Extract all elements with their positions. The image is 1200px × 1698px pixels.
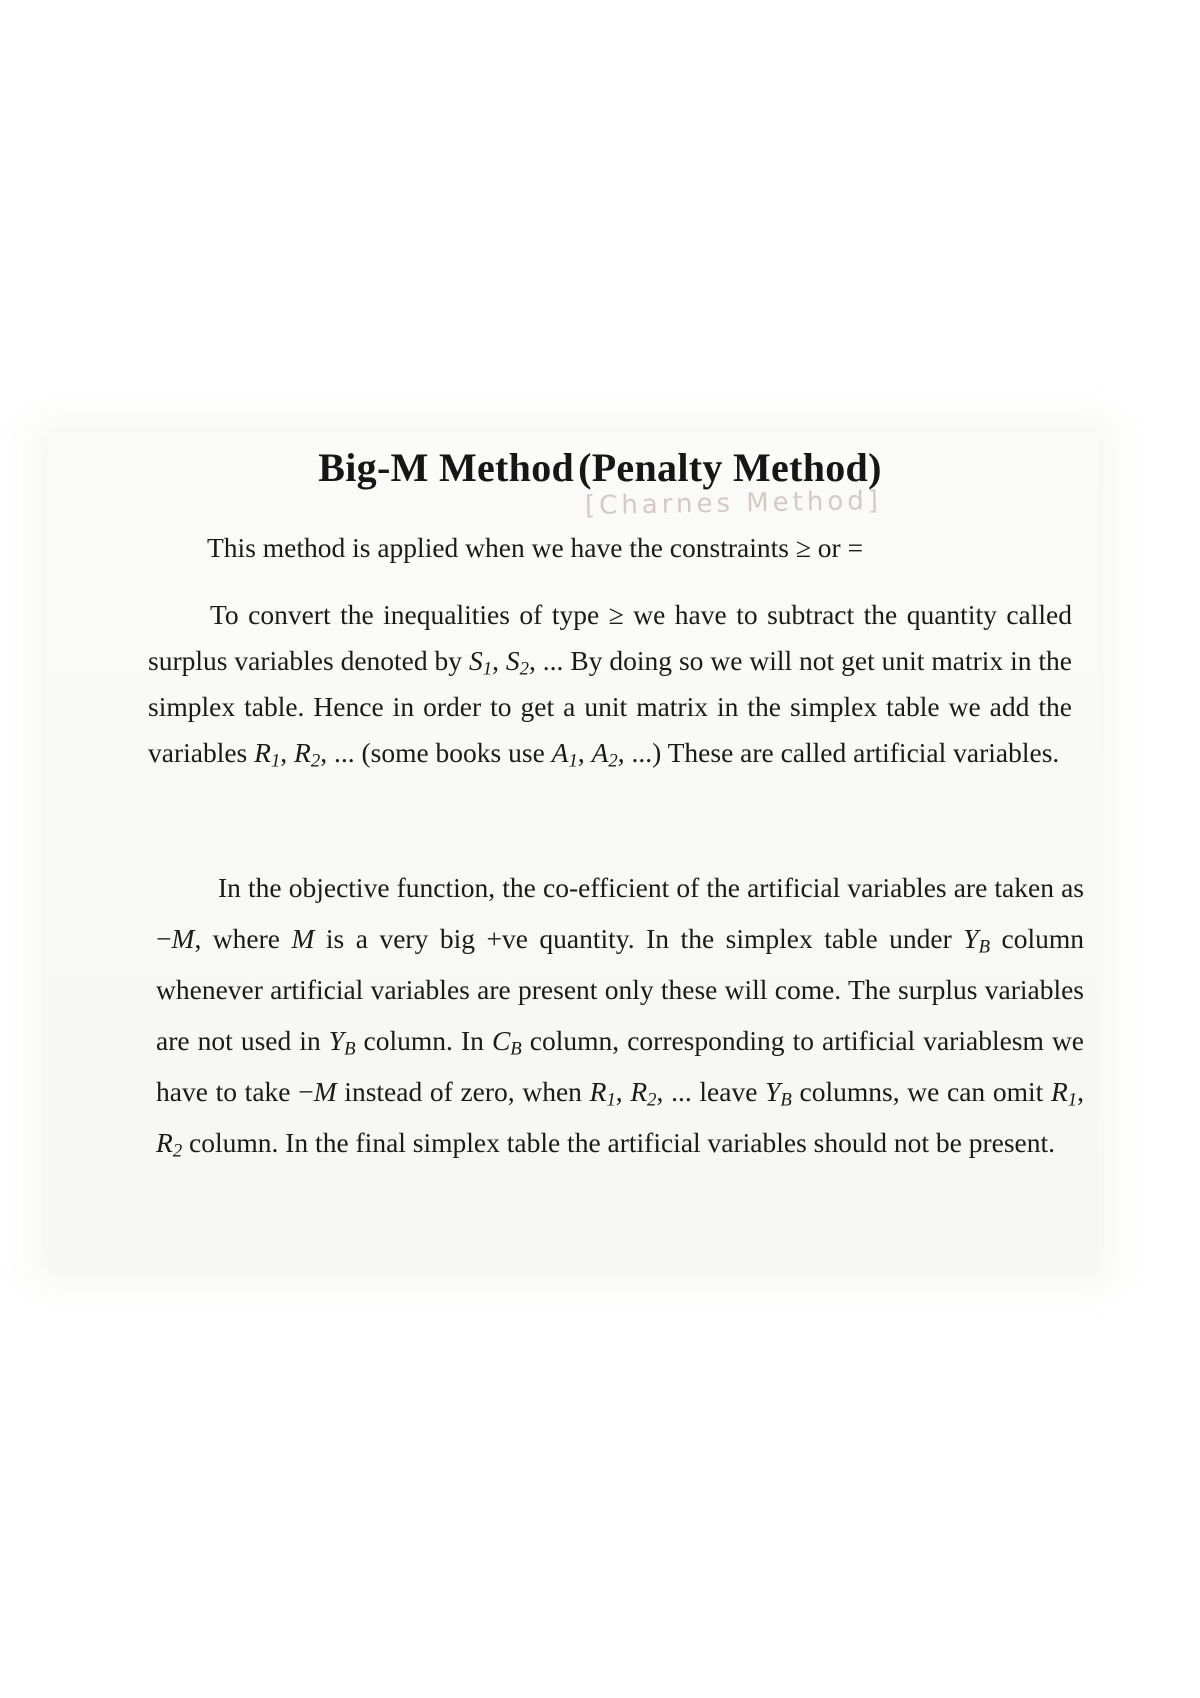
paragraph-surplus-variables: To convert the inequalities of type ≥ we have to subtract the quantity called surplus variables denoted by $S_1$, $S_2$, ... By doing so we will not get unit matrix in the simplex table. Hence in order to get a unit matrix in the simplex table we add the variables $R_1$, $R_2$, ... (some books use $A_1$, $A_2$, ...) These are called artificial variables.: [148, 599, 1073, 772]
var-s2: $S_2$: [505, 645, 529, 680]
paragraph-objective-function: In the objective function, the co-efficient of the artificial variables are taken as −M, where M is a very big +ve quantity. In the simplex table under $Y_B$ column whenever artificial variables are present only these will come. The surplus variables are not used in $Y_B$ column. In $C_B$ column, corresponding to artificial variablesm we have to take −M instead of zero, when $R_1$, $R_2$, ... leave $Y_B$ columns, we can omit $R_1$, $R_2$ column. In the final simplex table the artificial variables should not be present.: [156, 872, 1085, 1162]
var-a1: $A_1$: [551, 737, 578, 772]
var-r1: $R_1$: [1050, 1076, 1078, 1111]
var-r1: $R_1$: [589, 1076, 616, 1111]
var-s1: $S_1$: [469, 645, 493, 680]
var-r2: $R_2$: [630, 1076, 657, 1111]
var-m: M: [313, 1076, 337, 1107]
var-r2: $R_2$: [294, 737, 321, 772]
var-yb: $Y_B$: [963, 923, 990, 958]
handwritten-annotation: [Charnes Method]: [584, 485, 883, 522]
title-main: Big-M Method: [318, 445, 575, 490]
var-r1: $R_1$: [254, 737, 281, 772]
var-yb: $Y_B$: [328, 1025, 356, 1060]
var-m: M: [291, 923, 315, 954]
var-cb: $C_B$: [491, 1025, 522, 1060]
text: To convert the inequalities of type ≥ we have to subtract the quantity called surplus variables denoted by: [148, 599, 1072, 676]
var-yb: $Y_B$: [765, 1076, 792, 1111]
paragraph-intro: This method is applied when we have the constraints ≥ or =: [207, 532, 864, 563]
title-sub: (Penalty Method): [578, 445, 882, 490]
var-r2: $R_2$: [156, 1127, 183, 1162]
page-title: [0, 444, 1200, 491]
var-m: M: [171, 923, 195, 954]
var-a2: $A_2$: [591, 737, 618, 772]
